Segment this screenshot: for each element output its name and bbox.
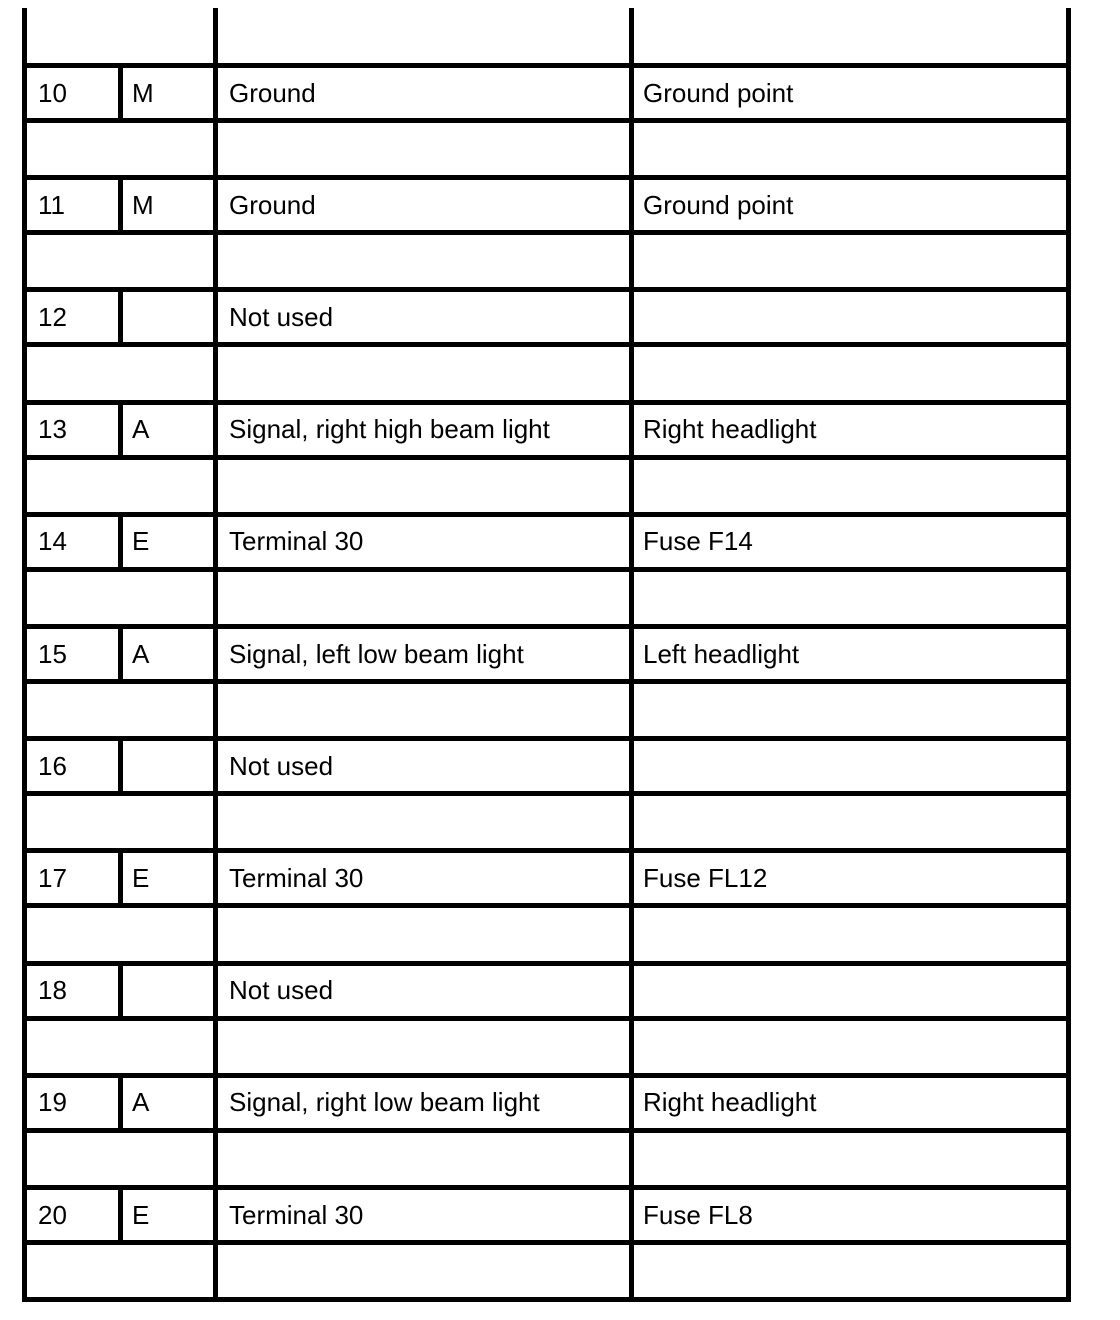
pin-type: A xyxy=(132,414,150,444)
pin-description: Not used xyxy=(229,975,334,1005)
column-divider-type xyxy=(118,1075,123,1130)
pin-number: 19 xyxy=(38,1087,67,1117)
row-top-line xyxy=(22,848,1071,853)
column-divider-description xyxy=(213,8,218,1302)
pin-location: Left headlight xyxy=(643,639,800,669)
row-divider-line xyxy=(22,118,1071,123)
pin-number: 13 xyxy=(38,414,67,444)
pin-type: M xyxy=(132,78,154,108)
column-divider-type xyxy=(118,65,123,120)
pin-location: Ground point xyxy=(643,78,794,108)
row-top-line xyxy=(22,175,1071,180)
pin-location: Right headlight xyxy=(643,414,817,444)
pin-type: E xyxy=(132,1200,150,1230)
row-divider-line xyxy=(22,1128,1071,1133)
row-divider-line xyxy=(22,567,1071,572)
pin-number: 16 xyxy=(38,751,67,781)
pin-description: Ground xyxy=(229,190,316,220)
column-divider-location xyxy=(629,8,634,1302)
row-divider-line xyxy=(22,791,1071,796)
pin-description: Not used xyxy=(229,302,334,332)
row-top-line xyxy=(22,287,1071,292)
pin-number: 20 xyxy=(38,1200,67,1230)
pin-description: Signal, left low beam light xyxy=(229,639,524,669)
pin-type: E xyxy=(132,863,150,893)
pin-description: Ground xyxy=(229,78,316,108)
pin-number: 11 xyxy=(38,190,65,220)
pin-description: Terminal 30 xyxy=(229,526,364,556)
row-divider-line xyxy=(22,903,1071,908)
table-border-left xyxy=(22,8,27,1302)
column-divider-type xyxy=(118,963,123,1018)
column-divider-type xyxy=(118,738,123,793)
pin-number: 10 xyxy=(38,78,67,108)
pin-description: Terminal 30 xyxy=(229,863,364,893)
row-top-line xyxy=(22,400,1071,405)
row-top-line xyxy=(22,512,1071,517)
pin-location: Ground point xyxy=(643,190,794,220)
column-divider-type xyxy=(118,402,123,457)
column-divider-type xyxy=(118,289,123,344)
row-divider-line xyxy=(22,342,1071,347)
table-border-bottom xyxy=(22,1297,1071,1302)
column-divider-type xyxy=(118,514,123,569)
pin-number: 17 xyxy=(38,863,67,893)
row-divider-line xyxy=(22,230,1071,235)
pin-number: 15 xyxy=(38,639,67,669)
pin-type: A xyxy=(132,639,150,669)
pin-location: Right headlight xyxy=(643,1087,817,1117)
column-divider-type xyxy=(118,626,123,681)
pin-type: E xyxy=(132,526,150,556)
row-top-line xyxy=(22,736,1071,741)
column-divider-type xyxy=(118,1187,123,1242)
column-divider-type xyxy=(118,177,123,232)
pin-type: A xyxy=(132,1087,150,1117)
pin-number: 12 xyxy=(38,302,67,332)
pin-number: 18 xyxy=(38,975,67,1005)
pin-description: Signal, right low beam light xyxy=(229,1087,540,1117)
column-divider-type xyxy=(118,850,123,905)
pin-description: Not used xyxy=(229,751,334,781)
pin-location: Fuse FL8 xyxy=(643,1200,753,1230)
row-top-line xyxy=(22,63,1071,68)
row-divider-line xyxy=(22,679,1071,684)
pin-description: Terminal 30 xyxy=(229,1200,364,1230)
row-divider-line xyxy=(22,455,1071,460)
row-top-line xyxy=(22,624,1071,629)
row-divider-line xyxy=(22,1016,1071,1021)
row-top-line xyxy=(22,1185,1071,1190)
row-top-line xyxy=(22,961,1071,966)
pin-number: 14 xyxy=(38,526,67,556)
row-divider-line xyxy=(22,1240,1071,1245)
pin-description: Signal, right high beam light xyxy=(229,414,550,444)
pin-location: Fuse FL12 xyxy=(643,863,768,893)
pin-type: M xyxy=(132,190,154,220)
table-border-right xyxy=(1066,8,1071,1302)
row-top-line xyxy=(22,1073,1071,1078)
pin-location: Fuse F14 xyxy=(643,526,753,556)
